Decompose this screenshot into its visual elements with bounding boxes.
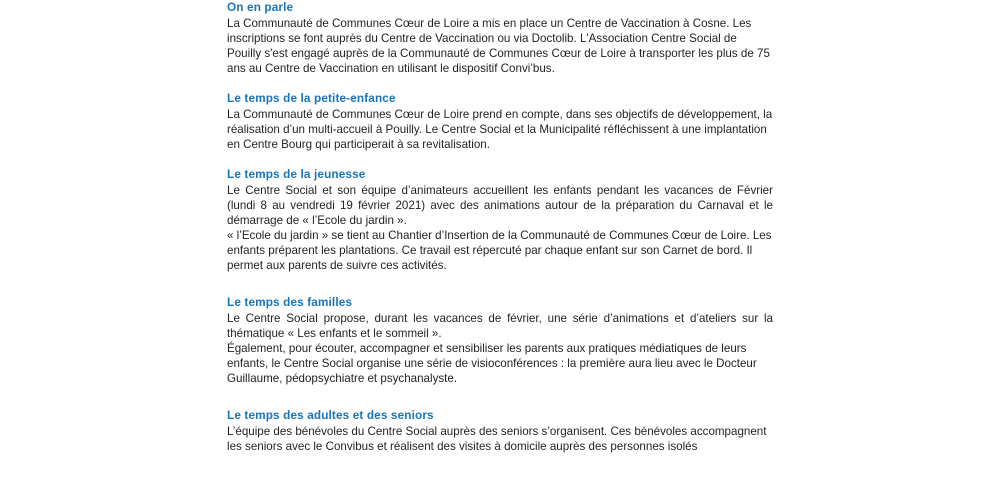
- section-heading-on-en-parle: On en parle: [227, 0, 294, 14]
- section-on-en-parle: [227, 0, 773, 76]
- section-spacer: [227, 76, 773, 91]
- section-petite-enfance: [227, 91, 773, 152]
- section-spacer: [227, 273, 773, 295]
- section-spacer: [227, 386, 773, 408]
- paragraph: La Communauté de Communes Cœur de Loire a mis en place un Centre de Vaccination à Cosne. Les inscriptions se font auprès du Centre de Vaccination ou via Doctolib. L'Association Centre Social de Pouilly s'est engagé auprès de la Communauté de Communes Cœur de Loire à transporter les plus de 75 ans au Centre de Vaccination en utilisant le dispositif Convi’bus.: [227, 17, 770, 75]
- paragraph: Également, pour écouter, accompagner et sensibiliser les parents aux pratiques médiatiques de leurs enfants, le Centre Social organise une série de visioconférences : la première aura lieu avec le Docteur Guillaume, pédopsychiatre et psychanalyste.: [227, 342, 757, 385]
- section-heading-adultes-seniors: Le temps des adultes et des seniors: [227, 408, 434, 422]
- section-body-jeunesse: [227, 183, 773, 273]
- section-body-petite-enfance: [227, 107, 773, 152]
- section-adultes-seniors: [227, 408, 773, 454]
- document-content-column: [227, 0, 773, 454]
- paragraph: Le Centre Social propose, durant les vacances de février, une série d’animations et d’ateliers sur la thématique « Les enfants et le sommeil ».: [227, 312, 773, 340]
- paragraph: La Communauté de Communes Cœur de Loire prend en compte, dans ses objectifs de développement, la réalisation d’un multi-accueil à Pouilly. Le Centre Social et la Municipalité réfléchissent à une implantation en Centre Bourg qui participerait à sa revitalisation.: [227, 108, 773, 151]
- section-heading-familles: Le temps des familles: [227, 295, 353, 309]
- paragraph: « l’Ecole du jardin » se tient au Chantier d’Insertion de la Communauté de Communes Cœur de Loire. Les enfants préparent les plantations. Ce travail est répercuté par chaque enfant sur son Carnet de bord. Il permet aux parents de suivre ces activités.: [227, 229, 772, 272]
- paragraph: Le Centre Social et son équipe d’animateurs accueillent les enfants pendant les vacances de Février (lundi 8 au vendredi 19 février 2021) avec des animations autour de la préparation du Carnaval et le démarrage de « l’Ecole du jardin ».: [227, 184, 773, 227]
- paragraph: L’équipe des bénévoles du Centre Social auprès des seniors s’organisent. Ces bénévoles accompagnent les seniors avec le Convibus et réalisent des visites à domicile auprès des personnes isolés: [227, 425, 767, 453]
- section-body-on-en-parle: [227, 16, 773, 76]
- section-body-familles: [227, 311, 773, 386]
- section-heading-petite-enfance: Le temps de la petite-enfance: [227, 91, 396, 105]
- section-body-adultes-seniors: [227, 424, 773, 454]
- section-spacer: [227, 152, 773, 167]
- section-heading-jeunesse: Le temps de la jeunesse: [227, 167, 366, 181]
- section-jeunesse: [227, 167, 773, 273]
- section-familles: [227, 295, 773, 386]
